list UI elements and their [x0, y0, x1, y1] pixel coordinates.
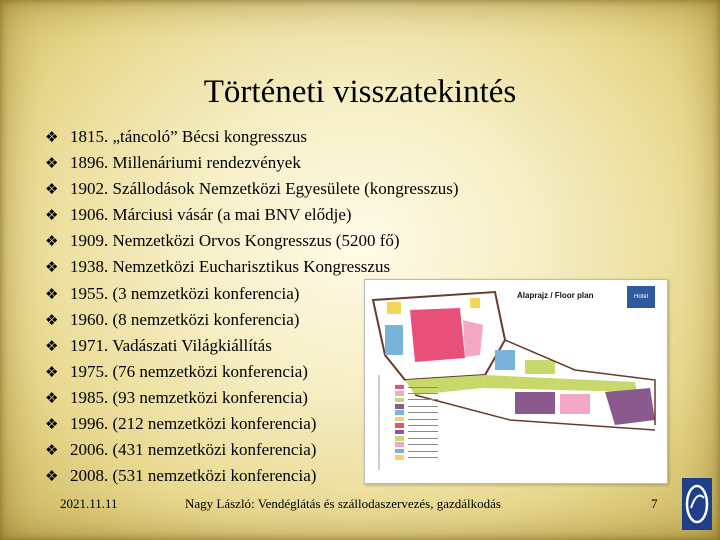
- legend-swatch: [395, 417, 404, 422]
- floor-plan-legend: [395, 384, 475, 461]
- diamond-bullet-icon: ❖: [45, 154, 59, 173]
- page-number: 7: [651, 496, 658, 511]
- legend-swatch: [395, 398, 404, 403]
- list-item: ❖ 1975. (76 nemzetközi konferencia): [45, 359, 515, 385]
- room-block: [515, 392, 555, 414]
- list-item: ❖ 1815. „táncoló” Bécsi kongresszus: [45, 124, 515, 150]
- list-item: ❖ 2008. (531 nemzetközi konferencia): [45, 463, 515, 489]
- list-item: ❖ 1996. (212 nemzetközi konferencia): [45, 411, 515, 437]
- room-block: [525, 360, 555, 374]
- room-block: [385, 325, 403, 355]
- floor-plan-caption: Alaprajz / Floor plan: [517, 291, 594, 300]
- legend-swatch: [395, 455, 404, 460]
- list-item: ❖ 2006. (431 nemzetközi konferencia): [45, 437, 515, 463]
- legend-swatch: [395, 423, 404, 428]
- list-item: ❖ 1902. Szállodások Nemzetközi Egyesülete (kongresszus): [45, 176, 515, 202]
- list-item: ❖ 1955. (3 nemzetközi konferencia): [45, 281, 515, 307]
- diamond-bullet-icon: ❖: [45, 180, 59, 199]
- diamond-bullet-icon: ❖: [45, 206, 59, 225]
- footer-author: Nagy László:: [185, 496, 255, 511]
- diamond-bullet-icon: ❖: [45, 284, 59, 303]
- diamond-bullet-icon: ❖: [45, 128, 59, 146]
- room-block: [495, 350, 515, 370]
- diamond-bullet-icon: ❖: [45, 388, 59, 407]
- main-hall: [410, 308, 465, 362]
- footer-course: Vendéglátás és szállodaszervezés, gazdálkodás: [257, 496, 501, 511]
- slide-title: Történeti visszatekintés: [203, 74, 517, 110]
- legend-swatch: [395, 430, 404, 435]
- list-item: ❖ 1909. Nemzetközi Orvos Kongresszus (5200 fő): [45, 228, 515, 254]
- list-item: ❖ 1938. Nemzetközi Eucharisztikus Kongresszus: [45, 254, 515, 280]
- seating-area: [463, 320, 483, 357]
- legend-swatch: [395, 404, 404, 409]
- legend-swatch: [395, 442, 404, 447]
- diamond-bullet-icon: ❖: [45, 441, 59, 460]
- diamond-bullet-icon: ❖: [45, 467, 59, 486]
- list-item: ❖ 1896. Millenáriumi rendezvények: [45, 150, 515, 176]
- diamond-bullet-icon: ❖: [45, 362, 59, 381]
- room-block: [387, 302, 401, 314]
- corridor: [483, 375, 637, 392]
- legend-swatch: [395, 391, 404, 396]
- diamond-bullet-icon: ❖: [45, 310, 59, 329]
- list-item: ❖ 1960. (8 nemzetközi konferencia): [45, 307, 515, 333]
- legend-swatch: [395, 385, 404, 390]
- diamond-bullet-icon: ❖: [45, 415, 59, 434]
- list-item: ❖ 1906. Márciusi vásár (a mai BNV elődje): [45, 202, 515, 228]
- room-block: [605, 388, 655, 425]
- diamond-bullet-icon: ❖: [45, 258, 59, 277]
- room-block: [560, 394, 590, 414]
- list-item: ❖ 1971. Vadászati Világkiállítás: [45, 333, 515, 359]
- hotel-logo: Hotel: [627, 286, 655, 308]
- footer-date: 2021.11.11: [60, 496, 118, 511]
- floor-plan-image: [364, 279, 668, 484]
- diamond-bullet-icon: ❖: [45, 336, 59, 355]
- diamond-bullet-icon: ❖: [45, 232, 59, 251]
- legend-swatch: [395, 449, 404, 454]
- room-block: [470, 298, 480, 308]
- footer-author-course: [185, 496, 501, 512]
- list-item: ❖ 1985. (93 nemzetközi konferencia): [45, 385, 515, 411]
- legend-swatch: [395, 436, 404, 441]
- legend-swatch: [395, 410, 404, 415]
- university-logo-icon: [682, 478, 712, 530]
